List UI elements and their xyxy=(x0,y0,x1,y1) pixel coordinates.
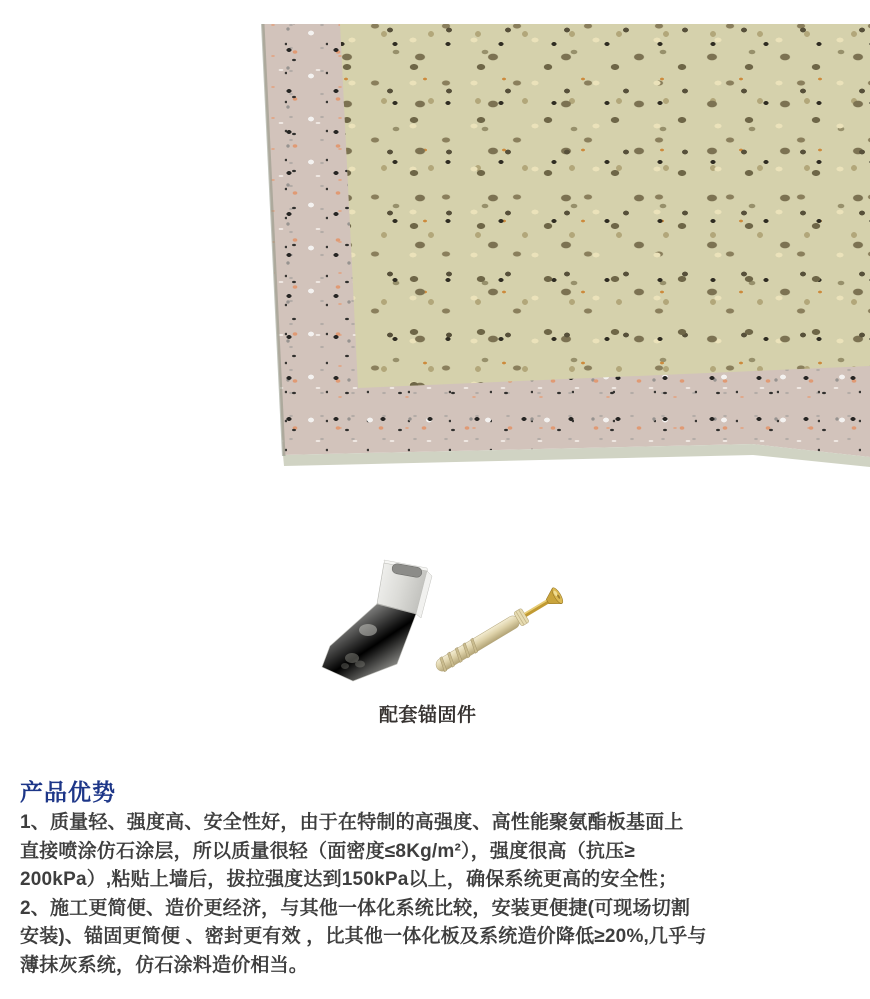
expansion-screw-image xyxy=(432,586,564,675)
panel-product-photo xyxy=(0,0,870,480)
anchor-hardware-image xyxy=(300,550,590,700)
paragraph-line: 2、施工更简便、造价更经济，与其他一体化系统比较，安装更便捷(可现场切割 xyxy=(20,897,691,919)
anchor-bracket-image xyxy=(322,560,432,681)
product-advantages-text xyxy=(20,809,856,981)
anchor-sleeve xyxy=(434,613,522,673)
paragraph-line: 安装)、锚固更简便 、密封更有效 ，比其他一体化板及系统造价降低≥20%,几乎与 xyxy=(20,926,707,948)
section-heading: 产品优势 xyxy=(20,779,116,805)
paragraph-line: 直接喷涂仿石涂层，所以质量很轻（面密度≤8Kg/m²），强度很高（抗压≥ xyxy=(20,840,635,862)
paragraph-line: 薄抹灰系统，仿石涂料造价相当。 xyxy=(20,954,309,976)
paragraph-line: 1、质量轻、强度高、安全性好，由于在特制的高强度、高性能聚氨酯板基面上 xyxy=(20,812,684,833)
paragraph-line: 200kPa）,粘贴上墙后，拔拉强度达到150kPa以上，确保系统更高的安全性； xyxy=(20,869,678,891)
hardware-figure-caption: 配套锚固件 xyxy=(379,705,477,726)
